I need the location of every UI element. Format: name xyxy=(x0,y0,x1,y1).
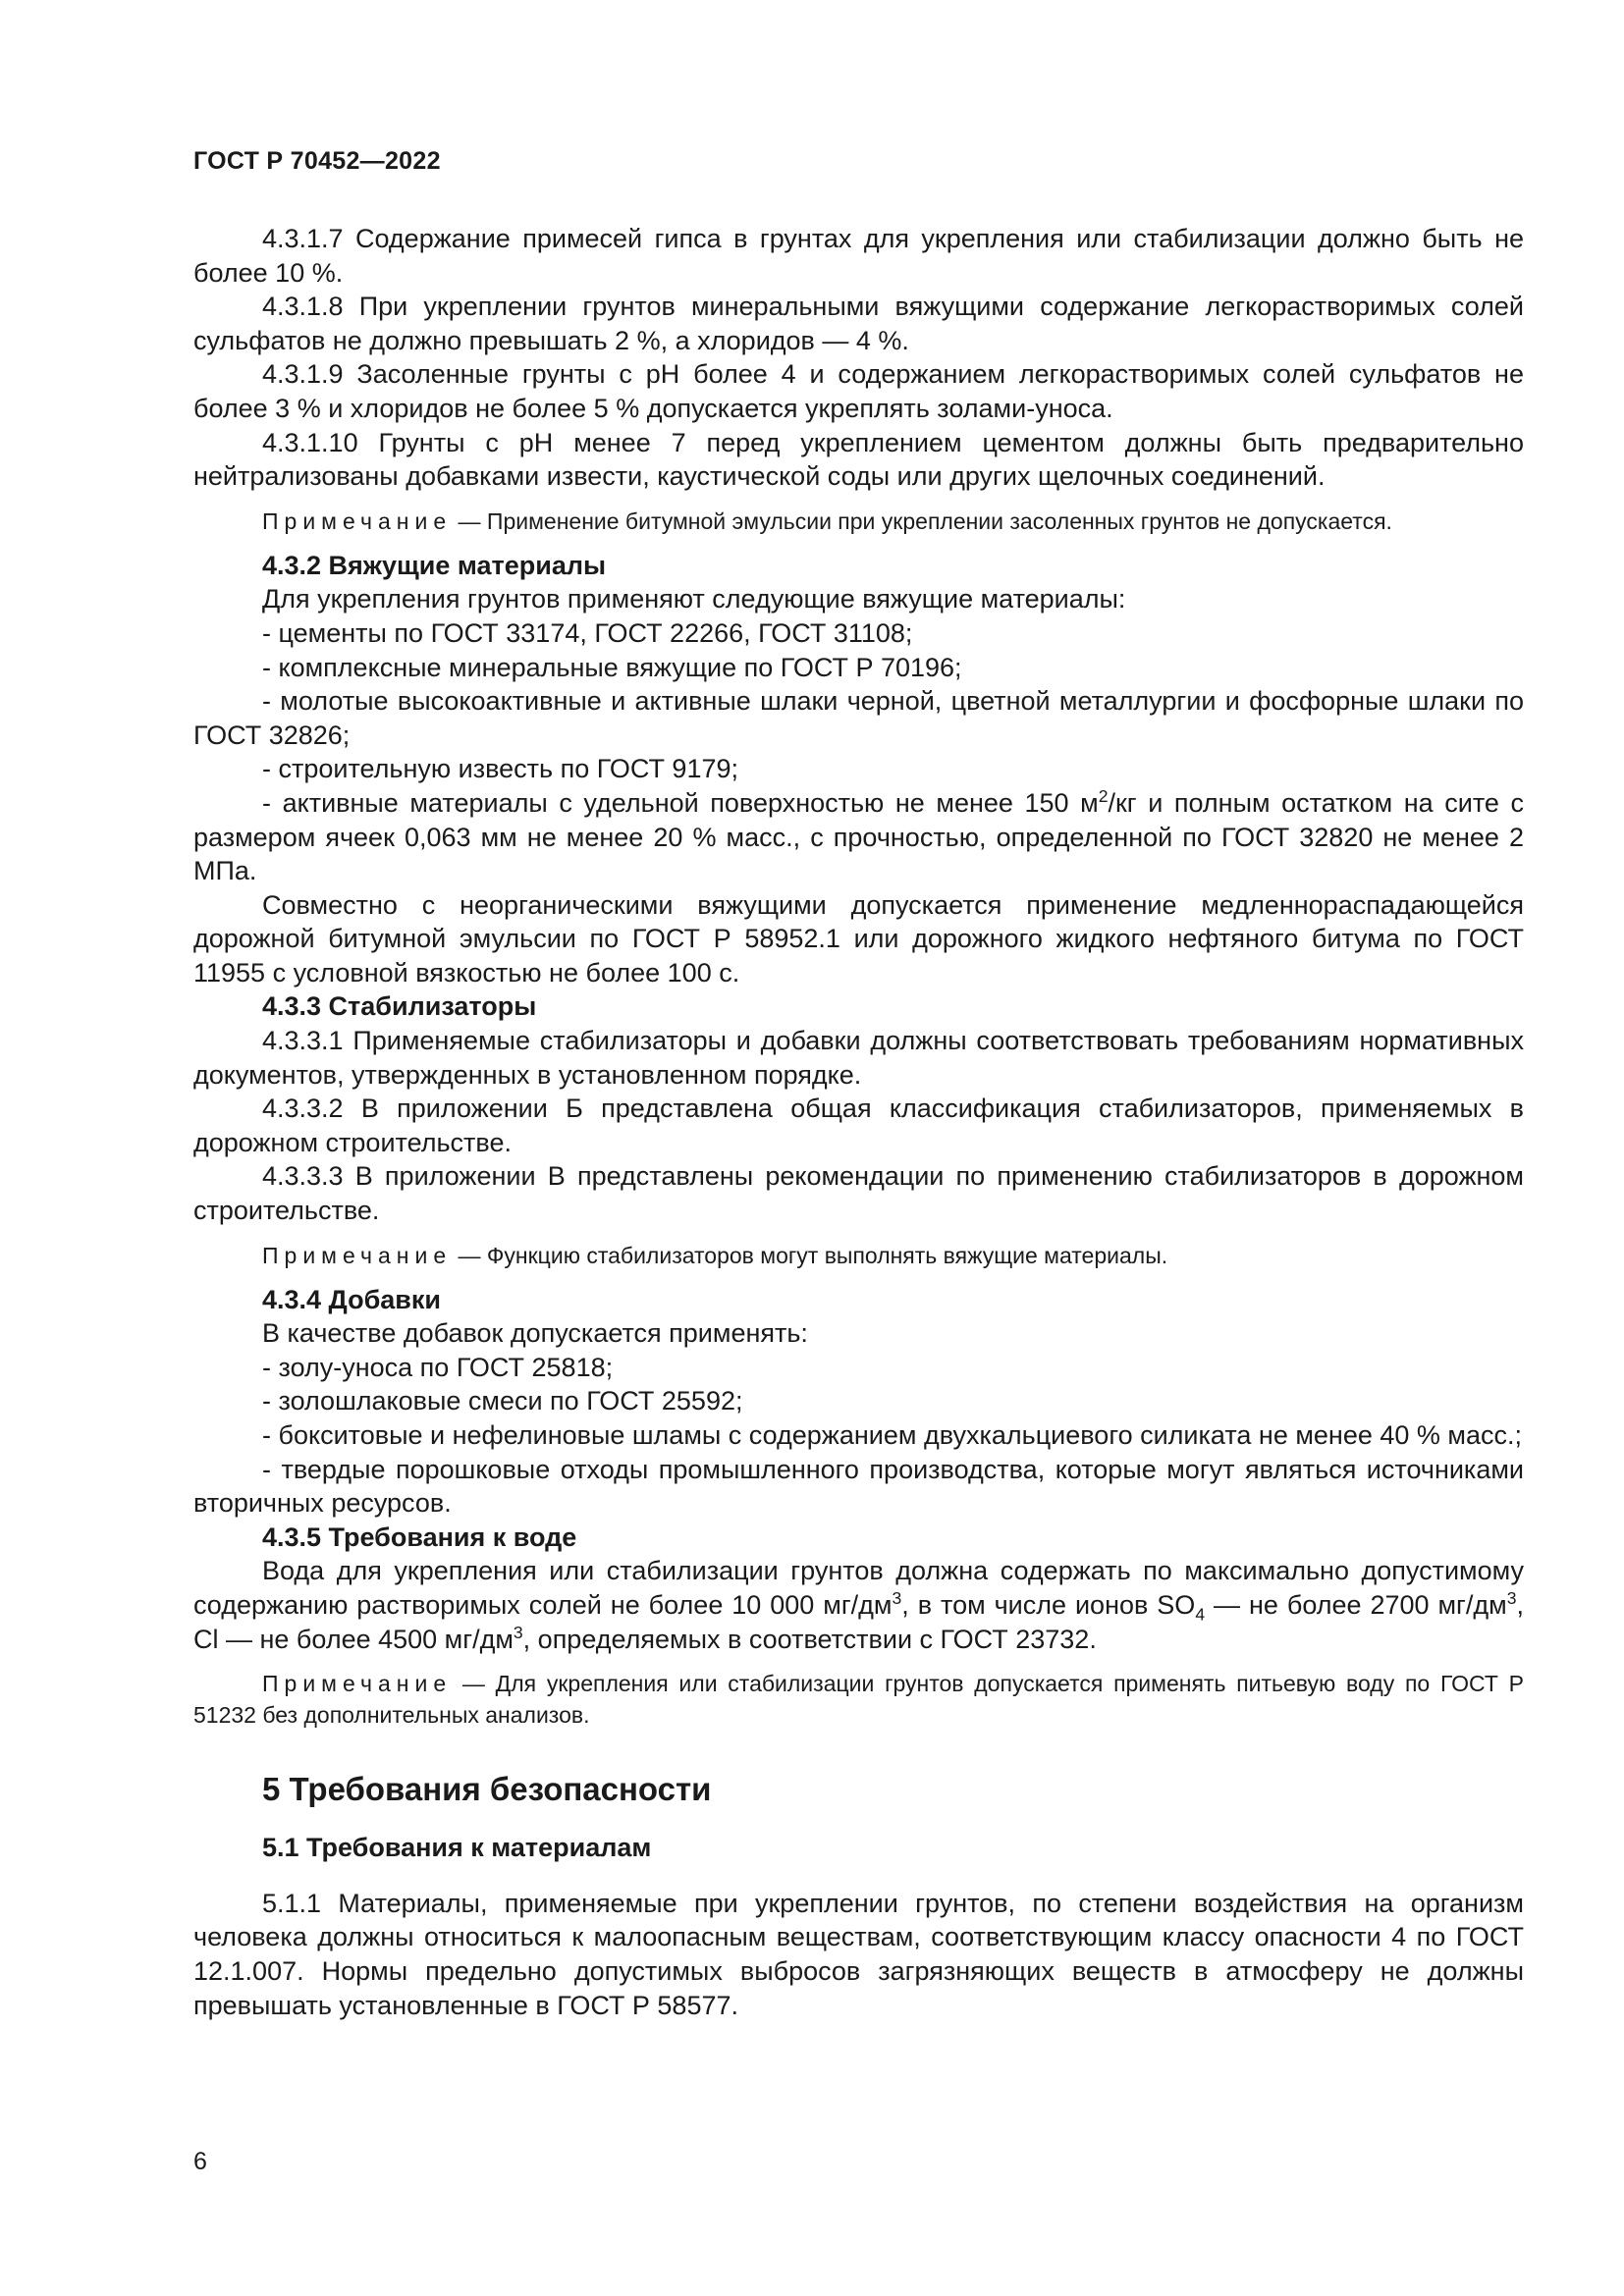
note-1 xyxy=(193,506,1524,537)
paragraph-text: , в том числе ионов SO xyxy=(901,1589,1196,1620)
list-item-text: /кг и полным остатком на сите с размером ячеек 0,063 мм не менее 20 % масс., с прочностью, определенной по ГОСТ 32820 не менее 2 МПа. xyxy=(193,787,1524,886)
section-5-title: 5 Требования безопасности xyxy=(262,1771,712,1808)
paragraph-4-3-1-8: 4.3.1.8 При укреплении грунтов минеральными вяжущими содержание легкорастворимых солей сульфатов не должно превышать 2 %, а хлоридов — 4 %. xyxy=(193,292,1524,355)
list-item: - молотые высокоактивные и активные шлаки черной, цветной металлургии и фосфорные шлаки по ГОСТ 32826; xyxy=(193,686,1524,750)
note-label: Примечание xyxy=(262,1242,453,1268)
document-header: ГОСТ Р 70452—2022 xyxy=(193,147,441,175)
list-item xyxy=(193,786,1524,888)
list-item: - строительную известь по ГОСТ 9179; xyxy=(262,754,738,784)
note-text: — Функцию стабилизаторов могут выполнять вяжущие материалы. xyxy=(452,1242,1168,1268)
superscript: 3 xyxy=(1506,1587,1517,1608)
heading-5-1: 5.1 Требования к материалам xyxy=(262,1833,652,1863)
paragraph-4-3-1-9: 4.3.1.9 Засоленные грунты с pH более 4 и содержанием легкорастворимых солей сульфатов не более 3 % и хлоридов не более 5 % допускается укреплять золами-уноса. xyxy=(193,359,1524,423)
list-item: - золу-уноса по ГОСТ 25818; xyxy=(262,1352,614,1382)
note-label: Примечание xyxy=(262,507,453,534)
heading-4-3-5: 4.3.5 Требования к воде xyxy=(262,1522,577,1552)
paragraph-4-3-2-intro: Для укрепления грунтов применяют следующие вяжущие материалы: xyxy=(262,584,1126,614)
list-item: - золошлаковые смеси по ГОСТ 25592; xyxy=(262,1386,743,1416)
paragraph-text: , определяемых в соответствии с ГОСТ 23732. xyxy=(522,1624,1097,1654)
paragraph-4-3-1-10: 4.3.1.10 Грунты с pH менее 7 перед укреплением цементом должны быть предварительно нейтрализованы добавками извести, каустической соды или других щелочных соединений. xyxy=(193,427,1524,492)
page-number: 6 xyxy=(193,2148,207,2175)
heading-4-3-2: 4.3.2 Вяжущие материалы xyxy=(262,550,607,580)
paragraph-4-3-4-intro: В качестве добавок допускается применять: xyxy=(262,1318,808,1349)
list-item: - твердые порошковые отходы промышленного производства, которые могут являться источниками вторичных ресурсов. xyxy=(193,1454,1524,1519)
note-3 xyxy=(193,1668,1524,1731)
paragraph-4-3-2-bitumen: Совместно с неорганическими вяжущими допускается применение медленнораспадающейся дорожной битумной эмульсии по ГОСТ Р 58952.1 или дорожного жидкого нефтяного битума по ГОСТ 11955 с условной вязкостью не более 100 с. xyxy=(193,889,1524,988)
paragraph-4-3-5 xyxy=(193,1554,1524,1656)
heading-4-3-4: 4.3.4 Добавки xyxy=(262,1284,442,1314)
list-item-text: - активные материалы с удельной поверхностью не менее 150 м xyxy=(262,787,1099,818)
document-body xyxy=(193,222,1524,2022)
superscript: 2 xyxy=(1098,785,1109,806)
note-text: — Для укрепления или стабилизации грунтов допускается применять питьевую воду по ГОСТ Р 51232 без дополнительных анализов. xyxy=(193,1671,1524,1729)
paragraph-4-3-3-2: 4.3.3.2 В приложении Б представлена общая классификация стабилизаторов, применяемых в дорожном строительстве. xyxy=(193,1094,1524,1157)
list-item: - цементы по ГОСТ 33174, ГОСТ 22266, ГОСТ 31108; xyxy=(262,617,913,648)
superscript: 3 xyxy=(892,1587,902,1608)
note-2 xyxy=(193,1240,1524,1271)
paragraph-text: , Cl — не более 4500 мг/дм xyxy=(193,1589,1525,1654)
note-text: — Применение битумной эмульсии при укреплении засоленных грунтов не допускается. xyxy=(452,507,1392,534)
heading-4-3-3: 4.3.3 Стабилизаторы xyxy=(262,991,537,1022)
superscript: 3 xyxy=(513,1622,523,1642)
list-item: - комплексные минеральные вяжущие по ГОСТ Р 70196; xyxy=(262,652,962,682)
paragraph-text: — не более 2700 мг/дм xyxy=(1205,1589,1507,1620)
paragraph-text: Вода для укрепления или стабилизации грунтов должна содержать по максимально допустимому содержанию растворимых солей не более 10 000 мг/дм xyxy=(193,1556,1524,1620)
paragraph-4-3-3-1: 4.3.3.1 Применяемые стабилизаторы и добавки должны соответствовать требованиям нормативных документов, утвержденных в установленном порядке. xyxy=(193,1026,1524,1090)
note-label: Примечание xyxy=(262,1671,453,1697)
list-item: - бокситовые и нефелиновые шламы с содержанием двухкальциевого силиката не менее 40 % масс.; xyxy=(262,1420,1523,1450)
paragraph-4-3-1-7: 4.3.1.7 Содержание примесей гипса в грунтах для укрепления или стабилизации должно быть не более 10 %. xyxy=(193,224,1524,288)
paragraph-5-1-1: 5.1.1 Материалы, применяемые при укреплении грунтов, по степени воздействия на организм человека должны относиться к малоопасным веществам, соответствующим классу опасности 4 по ГОСТ 12.1.007. Нормы предельно допустимых выбросов загрязняющих веществ в атмосферу не должны превышать установленные в ГОСТ Р 58577. xyxy=(193,1888,1524,2020)
paragraph-4-3-3-3: 4.3.3.3 В приложении В представлены рекомендации по применению стабилизаторов в дорожном строительстве. xyxy=(193,1161,1524,1226)
subscript: 4 xyxy=(1195,1604,1206,1625)
